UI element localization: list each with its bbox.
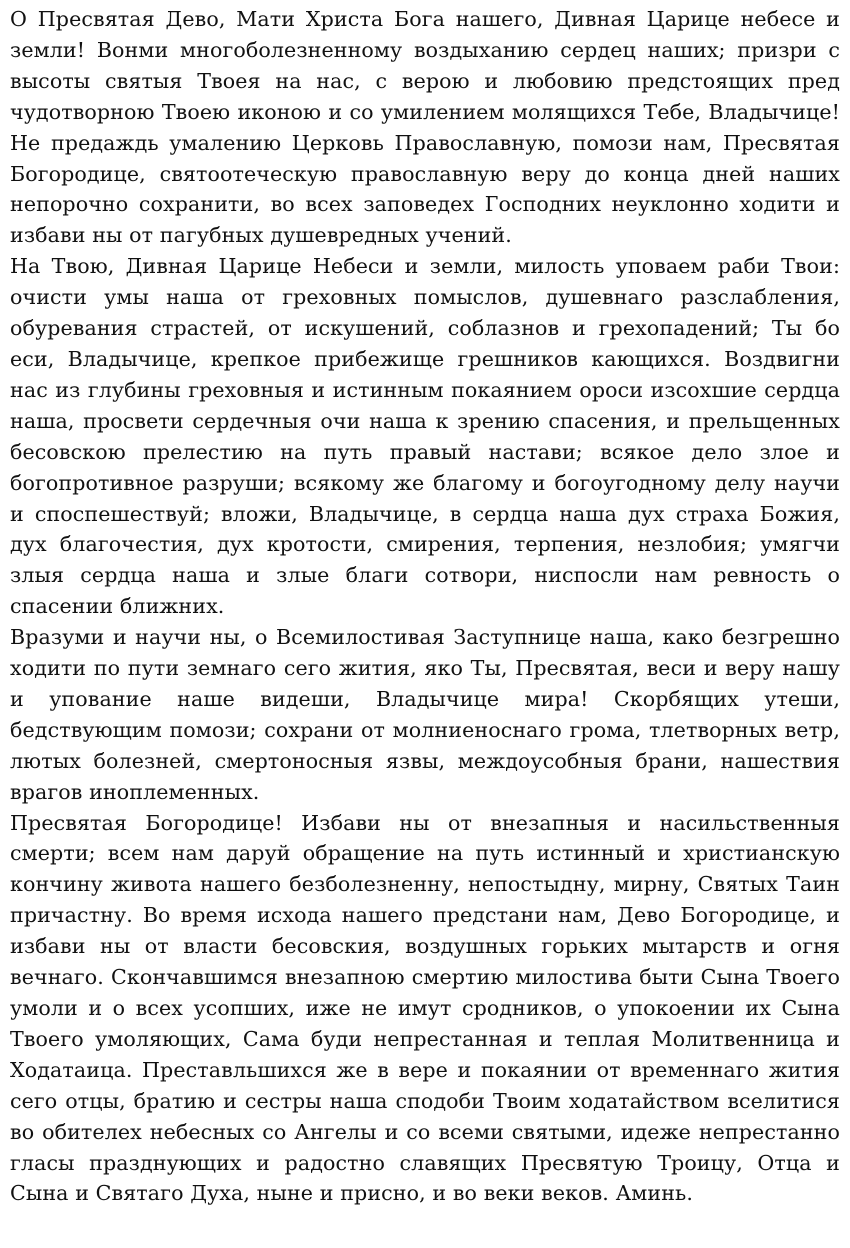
- prayer-paragraph-4: Пресвятая Богородице! Избави ны от внезапныя и насильственныя смерти; всем нам даруй обращение на путь истинный и христианскую кончину живота нашего безболезненну, непостыдну, мирну, Святых Таин причастну. Во время исхода нашего предстани нам, Дево Богородице, и избави ны от власти бесовския, воздушных горьких мытарств и огня вечнаго. Скончавшимся внезапною смертию милостива быти Сына Твоего умоли и о всех усопших, иже не имут сродников, о упокоении их Сына Твоего умоляющих, Сама буди непрестанная и теплая Молитвенница и Ходатаица. Преставльшихся же в вере и покаянии от временнаго жития сего отцы, братию и сестры наша сподоби Твоим ходатайством вселитися во обителех небесных со Ангелы и со всеми святыми, идеже непрестанно гласы празднующих и радостно славящих Пресвятую Троицу, Отца и Сына и Святаго Духа, ныне и присно, и во веки веков. Аминь.: [10, 810, 840, 1206]
- prayer-paragraph-1: О Пресвятая Дево, Мати Христа Бога нашего, Дивная Царице небесе и земли! Вонми многоболезненному воздыханию сердец наших; призри с высоты святыя Твоея на нас, с верою и любовию предстоящих пред чудотворною Твоею иконою и со умилением молящихся Тебе, Владычице! Не предаждь умалению Церковь Православную, помози нам, Пресвятая Богородице, святоотеческую православную веру до конца дней наших непорочно сохранити, во всех заповедех Господних неуклонно ходити и избави ны от пагубных душевредных учений.: [10, 7, 840, 248]
- prayer-paragraph-3: Вразуми и научи ны, о Всемилостивая Заступнице наша, како безгрешно ходити по пути земнаго сего жития, яко Ты, Пресвятая, веси и веру нашу и упование наше видеши, Владычице мира! Скорбящих утеши, бедствующим помози; сохрани от молниеноснаго грома, тлетворных ветр, лютых болезней, смертоносныя язвы, междоусобныя брани, нашествия врагов иноплеменных.: [10, 625, 840, 804]
- prayer-paragraph-2: На Твою, Дивная Царице Небеси и земли, милость уповаем раби Твои: очисти умы наша от греховных помыслов, душевнаго разслабления, обуревания страстей, от искушений, соблазнов и грехопадений; Ты бо еси, Владычице, крепкое прибежище грешников кающихся. Воздвигни нас из глубины греховныя и истинным покаянием ороси изсохшие сердца наша, просвети сердечныя очи наша к зрению спасения, и прельщенных бесовскою прелестию на путь правый настави; всякое дело злое и богопротивное разруши; всякому же благому и богоугодному делу научи и споспешествуй; вложи, Владычице, в сердца наша дух страха Божия, дух благочестия, дух кротости, смирения, терпения, незлобия; умягчи злыя сердца наша и злые благи сотвори, ниспосли нам ревность о спасении ближних.: [10, 254, 840, 619]
